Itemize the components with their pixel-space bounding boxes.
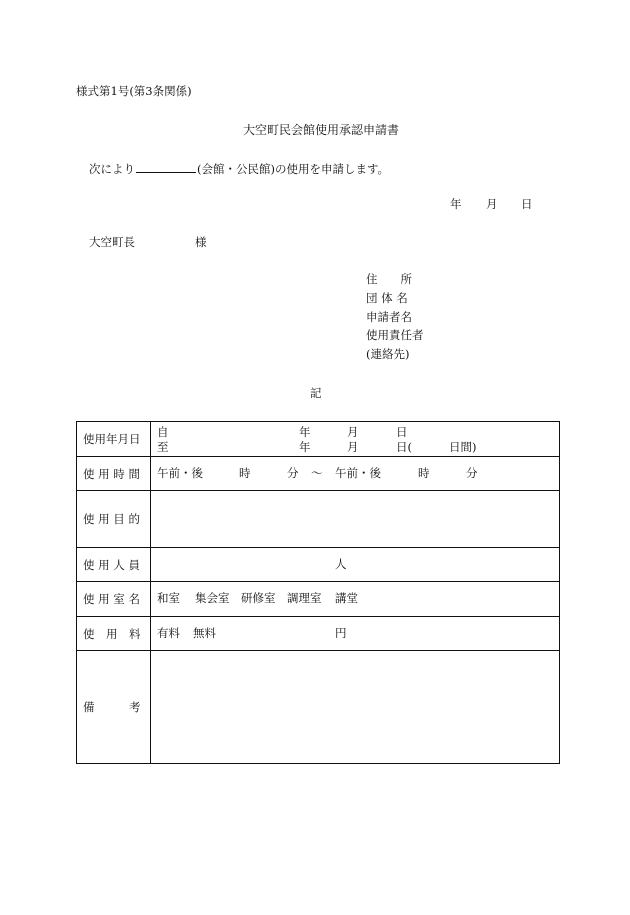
label-cell-purpose: [77, 491, 151, 548]
row-remarks: [77, 651, 560, 764]
remarks-label: 備 考: [83, 700, 141, 714]
time-end-ampm: 午前・後: [335, 466, 381, 480]
fee-value-cell: [151, 617, 560, 651]
rooms-label: 使 用 室 名: [83, 592, 140, 606]
fee-unit: 円: [335, 626, 347, 640]
time-start-minute: 分: [287, 466, 299, 480]
applicant-name-label: 申請者名: [366, 310, 412, 324]
label-cell-remarks: [77, 651, 151, 764]
form-number: 様式第1号(第3条関係): [76, 84, 192, 98]
time-start-hour: 時: [239, 466, 251, 480]
period-to-day: 日(: [396, 440, 412, 454]
label-cell-fee: [77, 617, 151, 651]
label-cell-time: [77, 457, 151, 491]
rooms-value-cell: [151, 582, 560, 617]
room-option-kenshushitsu[interactable]: 研修室: [241, 591, 276, 605]
time-end-minute: 分: [466, 466, 478, 480]
period-from-year: 年: [299, 425, 311, 439]
document-title: 大空町民会館使用承認申請書: [243, 123, 400, 137]
period-to-month: 月: [347, 440, 359, 454]
addressee-honorific: 様: [195, 235, 207, 249]
people-value-cell[interactable]: [151, 548, 560, 582]
row-period: [77, 422, 560, 457]
label-cell-period: [77, 422, 151, 457]
time-range-tilde: ～: [311, 466, 323, 480]
facility-blank-field[interactable]: [136, 161, 196, 173]
room-option-kodo[interactable]: 講堂: [335, 591, 358, 605]
period-from-marker: 自: [157, 425, 169, 439]
ki-heading: 記: [310, 386, 322, 400]
row-purpose: [77, 491, 560, 548]
application-table: [76, 421, 560, 764]
fee-option-free[interactable]: 無料: [193, 626, 216, 640]
time-value-cell[interactable]: [151, 457, 560, 491]
fee-option-paid[interactable]: 有料: [157, 626, 180, 640]
intro-after: (会館・公民館)の使用を申請します。: [197, 162, 390, 176]
date-day-label: 日: [521, 197, 533, 211]
date-month-label: 月: [486, 197, 498, 211]
purpose-value-cell[interactable]: [151, 491, 560, 548]
time-start-ampm: 午前・後: [157, 466, 203, 480]
time-end-hour: 時: [418, 466, 430, 480]
room-option-washitsu[interactable]: 和室: [157, 591, 180, 605]
period-from-day: 日: [396, 425, 408, 439]
period-label: 使用年月日: [83, 432, 141, 446]
people-label: 使 用 人 員: [83, 557, 140, 572]
purpose-label: 使 用 目 的: [83, 512, 140, 526]
intro-sentence: [89, 161, 389, 176]
applicant-group-label: 団 体 名: [366, 291, 408, 305]
room-option-shukaishitsu[interactable]: 集会室: [195, 591, 230, 605]
row-people: [77, 548, 560, 582]
period-to-marker: 至: [157, 440, 169, 454]
row-time: [77, 457, 560, 491]
row-rooms: [77, 582, 560, 617]
time-label: 使 用 時 間: [83, 466, 140, 481]
label-cell-rooms: [77, 582, 151, 617]
applicant-contact-label: (連絡先): [366, 347, 410, 361]
row-fee: [77, 617, 560, 651]
room-option-choridshitsu[interactable]: 調理室: [287, 591, 322, 605]
date-year-label: 年: [450, 197, 462, 211]
remarks-value-cell[interactable]: [151, 651, 560, 764]
intro-before: 次により: [89, 162, 135, 176]
label-cell-people: [77, 548, 151, 582]
applicant-responsible-label: 使用責任者: [366, 328, 424, 342]
applicant-address-label: 住 所: [366, 272, 412, 286]
addressee-name: 大空町長: [89, 235, 135, 249]
fee-label: 使 用 料: [83, 626, 141, 641]
period-to-year: 年: [299, 440, 311, 454]
period-days-suffix: 日間): [449, 440, 477, 454]
period-from-month: 月: [347, 425, 359, 439]
period-value-cell[interactable]: [151, 422, 560, 457]
people-unit: 人: [335, 557, 347, 571]
